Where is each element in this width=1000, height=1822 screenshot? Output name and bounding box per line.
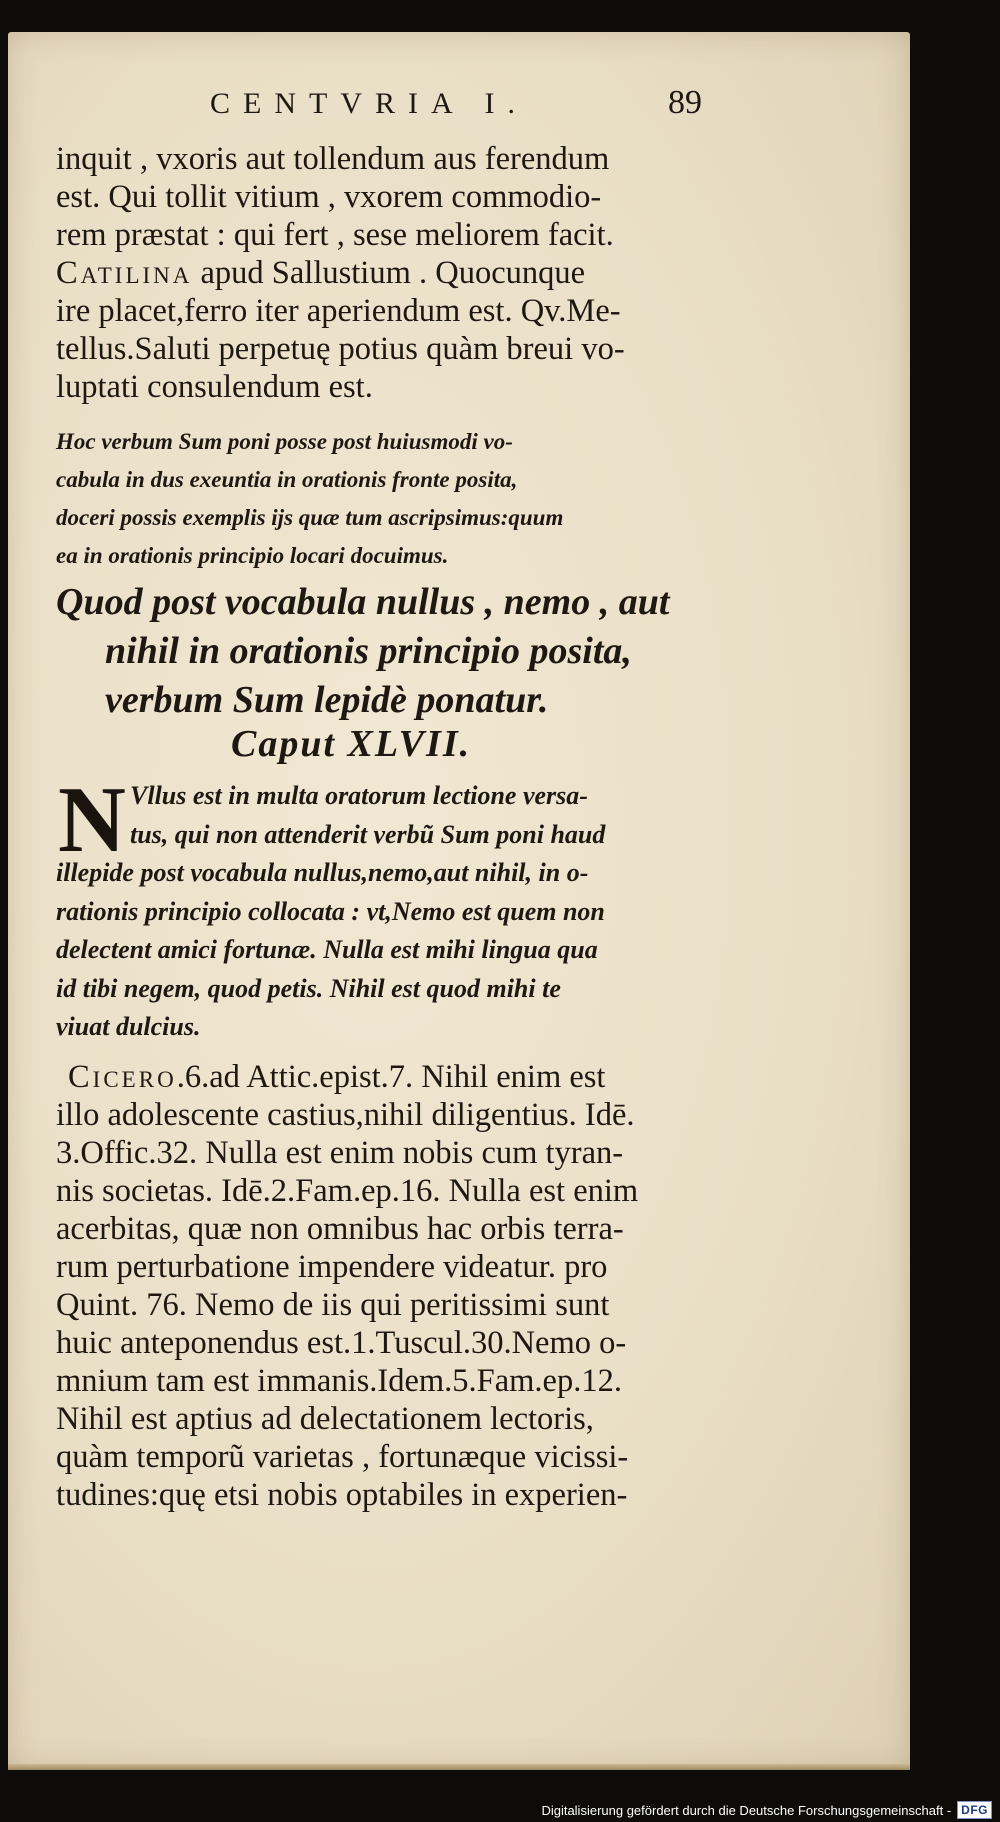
text-line: rationis principio collocata : vt,Nemo est quem non: [56, 896, 605, 926]
text-line: quàm temporũ varietas , fortunæque vicissi-: [56, 1439, 629, 1475]
text-line: huic anteponendus est.1.Tuscul.30.Nemo o-: [56, 1325, 627, 1361]
text-line: est. Qui tollit vitium , vxorem commodio-: [56, 179, 602, 215]
text-line: viuat dulcius.: [56, 1012, 201, 1041]
author-name: Cicero: [68, 1059, 177, 1095]
italic-paragraph: [56, 768, 746, 1047]
page-edge: [8, 1764, 910, 1770]
paragraph-1: [56, 140, 746, 406]
text-line: nis societas. Idē.2.Fam.ep.16. Nulla est enim: [56, 1173, 639, 1209]
italic-note: [56, 423, 746, 575]
drop-initial: N: [58, 768, 126, 872]
text-line: Hoc verbum Sum poni posse post huiusmodi vo-: [56, 429, 513, 454]
text-line: ea in orationis principio locari docuimus.: [56, 543, 449, 568]
text-line: mnium tam est immanis.Idem.5.Fam.ep.12.: [56, 1363, 622, 1399]
credit-text: Digitalisierung gefördert durch die Deutsche Forschungsgemeinschaft -: [541, 1802, 952, 1818]
digitization-credit: [541, 1799, 992, 1821]
text-line: acerbitas, quæ non omnibus hac orbis terra-: [56, 1211, 624, 1247]
author-name: Catilina: [56, 255, 193, 291]
text-fragment: .6.ad Attic.epist.7. Nihil enim est: [176, 1059, 606, 1095]
text-line: rem præstat : qui fert , sese meliorem facit.: [56, 217, 614, 253]
chapter-number: Caput XLVII.: [231, 723, 472, 765]
text-line: tudines:quę etsi nobis optabiles in experien-: [56, 1477, 628, 1513]
text-line: ire placet,ferro iter aperiendum est. Qv.Me-: [56, 293, 621, 329]
text-line: delectent amici fortunæ. Nulla est mihi lingua qua: [56, 935, 598, 964]
text-line: illepide post vocabula nullus,nemo,aut nihil, in o-: [56, 858, 589, 887]
text-line: tellus.Saluti perpetuę potius quàm breui vo-: [56, 331, 625, 367]
text-line: cabula in dus exeuntia in orationis fronte posita,: [56, 467, 518, 492]
text-line: [56, 254, 746, 292]
text-line: rum perturbatione impendere videatur. pro: [56, 1249, 608, 1285]
text-line: id tibi negem, quod petis. Nihil est quod mihi te: [56, 973, 561, 1003]
dfg-logo: DFG: [957, 1801, 992, 1819]
text-line: Quint. 76. Nemo de iis qui peritissimi sunt: [56, 1287, 610, 1323]
page-number: 89: [668, 84, 702, 121]
running-head: CENTVRIA I.: [210, 87, 528, 120]
heading-line: verbum Sum lepidè ponatur.: [105, 679, 549, 721]
text-line: illo adolescente castius,nihil diligentius. Idē.: [56, 1097, 635, 1133]
text-line: [56, 1058, 746, 1096]
text-fragment: apud Sallustium . Quocunque: [192, 255, 586, 291]
text-line: Nihil est aptius ad delectationem lectoris,: [56, 1401, 594, 1437]
heading-line: nihil in orationis principio posita,: [105, 630, 632, 672]
text-line: inquit , vxoris aut tollendum aus ferendum: [56, 141, 610, 177]
cicero-paragraph: [56, 1058, 746, 1514]
text-line: 3.Offic.32. Nulla est enim nobis cum tyran-: [56, 1135, 624, 1171]
text-line: luptati consulendum est.: [56, 369, 373, 405]
chapter-heading: [56, 578, 746, 725]
heading-line: Quod post vocabula nullus , nemo , aut: [56, 581, 670, 623]
text-line: Vllus est in multa oratorum lectione versa-: [130, 781, 588, 810]
text-line: doceri possis exemplis ijs quæ tum ascripsimus:quum: [56, 505, 564, 530]
text-line: tus, qui non attenderit verbũ Sum poni haud: [130, 819, 606, 849]
